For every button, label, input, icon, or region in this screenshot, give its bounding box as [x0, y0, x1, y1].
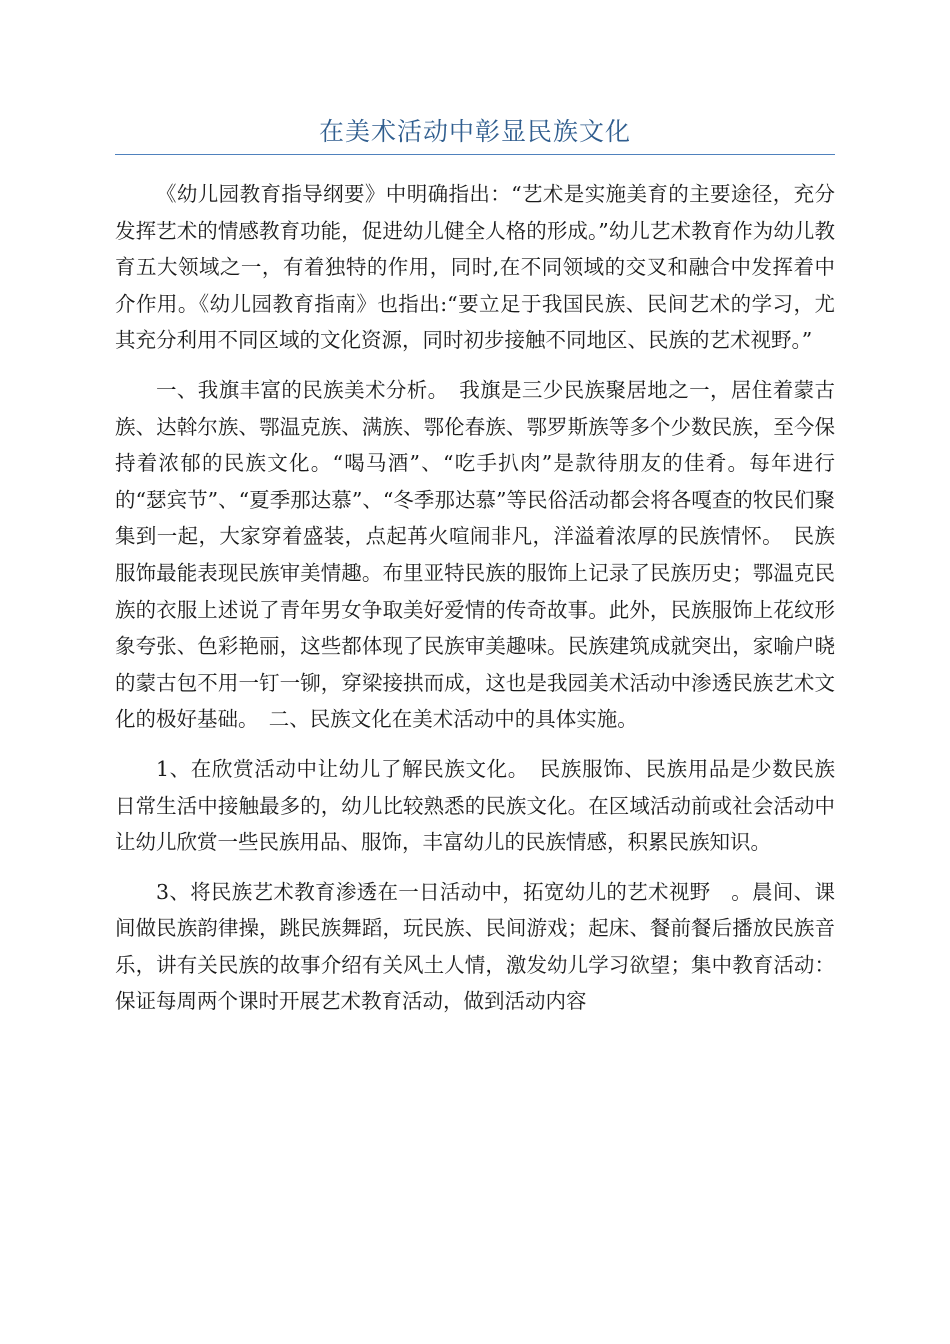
document-body	[115, 176, 835, 1033]
paragraph-appreciation-activity: 1、在欣赏活动中让幼儿了解民族文化。 民族服饰、民族用品是少数民族日常生活中接触最多的，幼儿比较熟悉的民族文化。在区域活动前或社会活动中让幼儿欣赏一些民族用品、服饰，丰富幼儿的民族情感，积累民族知识。	[115, 756, 835, 855]
paragraph-daily-activity: 3、将民族艺术教育渗透在一日活动中，拓宽幼儿的艺术视野 。晨间、课间做民族韵律操，跳民族舞蹈，玩民族、民间游戏；起床、餐前餐后播放民族音乐，讲有关民族的故事介绍有关风土人情，激发幼儿学习欲望；集中教育活动：保证每周两个课时开展艺术教育活动，做到活动内容	[115, 879, 835, 1014]
title-underline	[115, 154, 835, 155]
paragraph-ethnic-art-analysis: 一、我旗丰富的民族美术分析。 我旗是三少民族聚居地之一，居住着蒙古族、达斡尔族、鄂温克族、满族、鄂伦春族、鄂罗斯族等多个少数民族，至今保持着浓郁的民族文化。“喝马酒”、“吃手扒肉”是款待朋友的佳肴。每年进行的“瑟宾节”、“夏季那达慕”、“冬季那达慕”等民俗活动都会将各嘎查的牧民们聚集到一起，大家穿着盛装，点起苒火喧闹非凡，洋溢着浓厚的民族情怀。 民族服饰最能表现民族审美情趣。布里亚特民族的服饰上记录了民族历史；鄂温克民族的衣服上述说了青年男女争取美好爱情的传奇故事。此外，民族服饰上花纹形象夸张、色彩艳丽，这些都体现了民族审美趣味。民族建筑成就突出，家喻户晓的蒙古包不用一钉一铆，穿梁接拱而成，这也是我园美术活动中渗透民族艺术文化的极好基础。 二、民族文化在美术活动中的具体实施。	[115, 377, 835, 732]
document-title: 在美术活动中彰显民族文化	[318, 117, 631, 146]
paragraph-guideline-quote: 《幼儿园教育指导纲要》中明确指出：“艺术是实施美育的主要途径，充分发挥艺术的情感教育功能，促进幼儿健全人格的形成。”幼儿艺术教育作为幼儿教育五大领域之一，有着独特的作用，同时,在不同领域的交叉和融合中发挥着中介作用。《幼儿园教育指南》也指出:“要立足于我国民族、民间艺术的学习，尤其充分利用不同区域的文化资源，同时初步接触不同地区、民族的艺术视野。”	[115, 182, 835, 353]
